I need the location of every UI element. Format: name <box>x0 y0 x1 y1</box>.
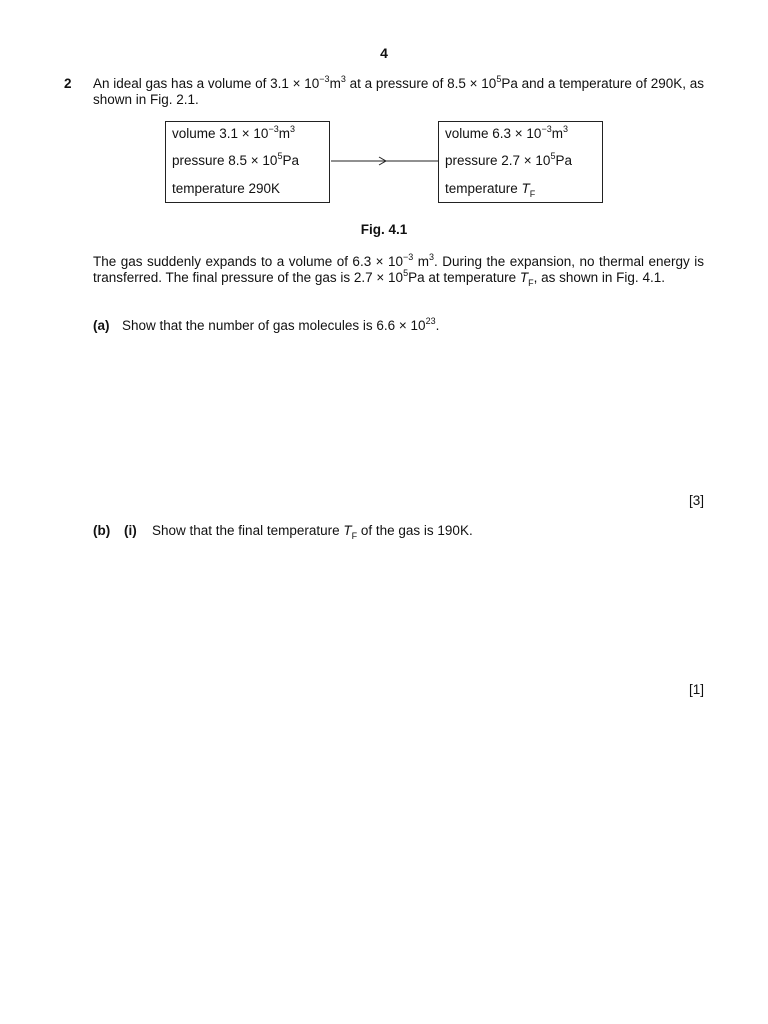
initial-temperature: temperature 290K <box>172 181 281 196</box>
final-state-box <box>438 121 603 203</box>
initial-state-box <box>165 121 330 203</box>
final-temperature: temperature $T_F$ <box>445 181 536 199</box>
initial-volume: volume $3.1 \times 10^{-3}m^3$ <box>172 124 295 141</box>
process-arrow <box>331 151 438 171</box>
part-a-text: Show that the number of gas molecules is $6.6 \times 10^{23}$. <box>122 316 440 333</box>
initial-pressure: pressure $8.5 \times 10^5Pa$ <box>172 151 299 168</box>
part-b-label: (b) <box>93 523 111 538</box>
part-b-i-marks: [1] <box>688 682 704 697</box>
part-b-i-text: Show that the final temperature $T_F$ of the gas is 190K. <box>152 523 473 541</box>
final-pressure: pressure $2.7 \times 10^5Pa$ <box>445 151 572 168</box>
part-b-i-label: (i) <box>124 523 137 538</box>
figure-caption: Fig. 4.1 <box>360 222 408 237</box>
part-a-label: (a) <box>93 318 110 333</box>
question-intro: An ideal gas has a volume of $3.1 \times 10^{-3}m^3$ at a pressure of $8.5 \times 10^5Pa$ and a temperature of 290K, as shown in Fig. 2.1. <box>93 74 704 107</box>
page-number: 4 <box>380 45 388 61</box>
part-a-marks: [3] <box>688 493 704 508</box>
final-volume: volume $6.3 \times 10^{-3}m^3$ <box>445 124 568 141</box>
question-number: 2 <box>64 76 72 91</box>
expansion-description: The gas suddenly expands to a volume of $6.3 \times 10^{-3}$ $m^3$. During the expansion, no thermal energy is transferred. The final pressure of the gas is $2.7 \times 10^5Pa$ at temperature $T_F$, as shown in Fig. 4.1. <box>93 252 704 288</box>
